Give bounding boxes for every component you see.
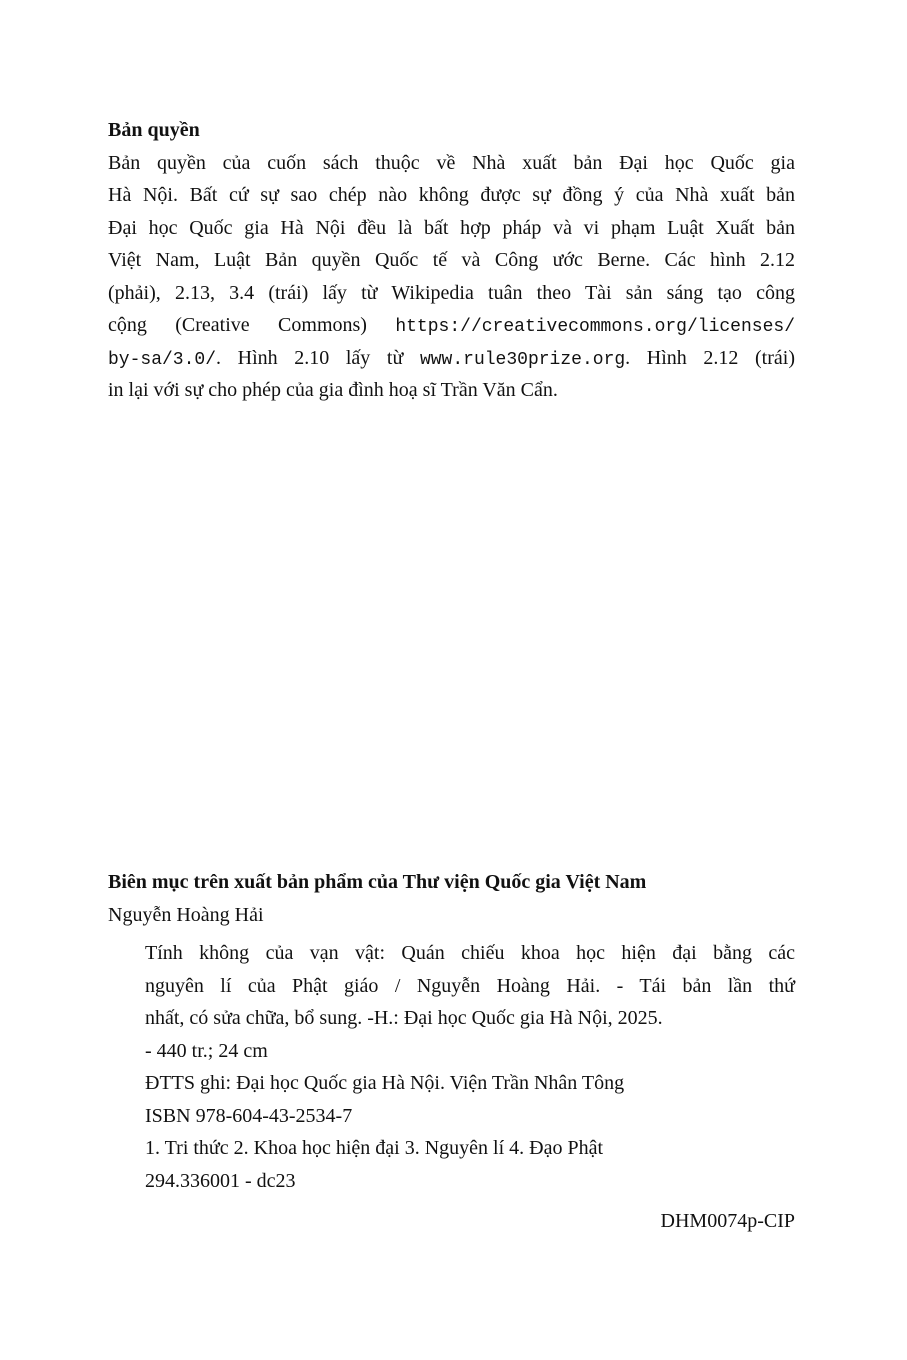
catalog-classification: 294.336001 - dc23 [145,1169,296,1192]
catalog-heading: Biên mục trên xuất bản phẩm của Thư viện Quốc gia Việt Nam [108,871,647,893]
catalog-title-line: Tính không của vạn vật: Quán chiếu khoa học hiện đại bằng các [145,942,795,964]
catalog-title-line: nguyên lí của Phật giáo / Nguyễn Hoàng Hải. - Tái bản lần thứ [145,974,795,997]
license-url[interactable]: https://creativecommons.org/licenses/ [395,317,795,337]
copyright-line [108,342,795,375]
copyright-text: . Hình 2.10 lấy từ [216,346,420,369]
catalog-section [108,866,795,1197]
copyright-text: . Hình 2.12 (trái) [625,346,795,369]
rule30-url[interactable]: www.rule30prize.org [419,349,626,370]
copyright-line: Đại học Quốc gia Hà Nội đều là bất hợp pháp và vi phạm Luật Xuất bản [108,216,795,239]
catalog-subjects: 1. Tri thức 2. Khoa học hiện đại 3. Nguyên lí 4. Đạo Phật [145,1137,604,1159]
catalog-note: ĐTTS ghi: Đại học Quốc gia Hà Nội. Viện Trần Nhân Tông [145,1072,625,1094]
copyright-line: (phải), 2.13, 3.4 (trái) lấy từ Wikipedia tuân theo Tài sản sáng tạo công [108,281,795,304]
copyright-section [108,114,795,407]
copyright-line [108,309,795,342]
cip-code: DHM0074p-CIP [660,1210,795,1232]
copyright-line: Bản quyền của cuốn sách thuộc về Nhà xuất bản Đại học Quốc gia [108,151,795,174]
catalog-author: Nguyễn Hoàng Hải [108,903,264,926]
copyright-line: in lại với sự cho phép của gia đình hoạ sĩ Trần Văn Cẩn. [108,379,558,401]
license-url-cont[interactable]: by-sa/3.0/ [108,349,217,370]
catalog-isbn: ISBN 978-604-43-2534-7 [145,1104,353,1127]
copyright-line: Hà Nội. Bất cứ sự sao chép nào không được sự đồng ý của Nhà xuất bản [108,184,795,206]
catalog-physical: - 440 tr.; 24 cm [145,1039,268,1062]
catalog-title-line: nhất, có sửa chữa, bổ sung. -H.: Đại học Quốc gia Hà Nội, 2025. [145,1007,663,1029]
copyright-line: Việt Nam, Luật Bản quyền Quốc tế và Công ước Berne. Các hình 2.12 [108,249,795,271]
copyright-text: cộng (Creative Commons) [108,314,396,336]
copyright-heading: Bản quyền [108,119,200,141]
